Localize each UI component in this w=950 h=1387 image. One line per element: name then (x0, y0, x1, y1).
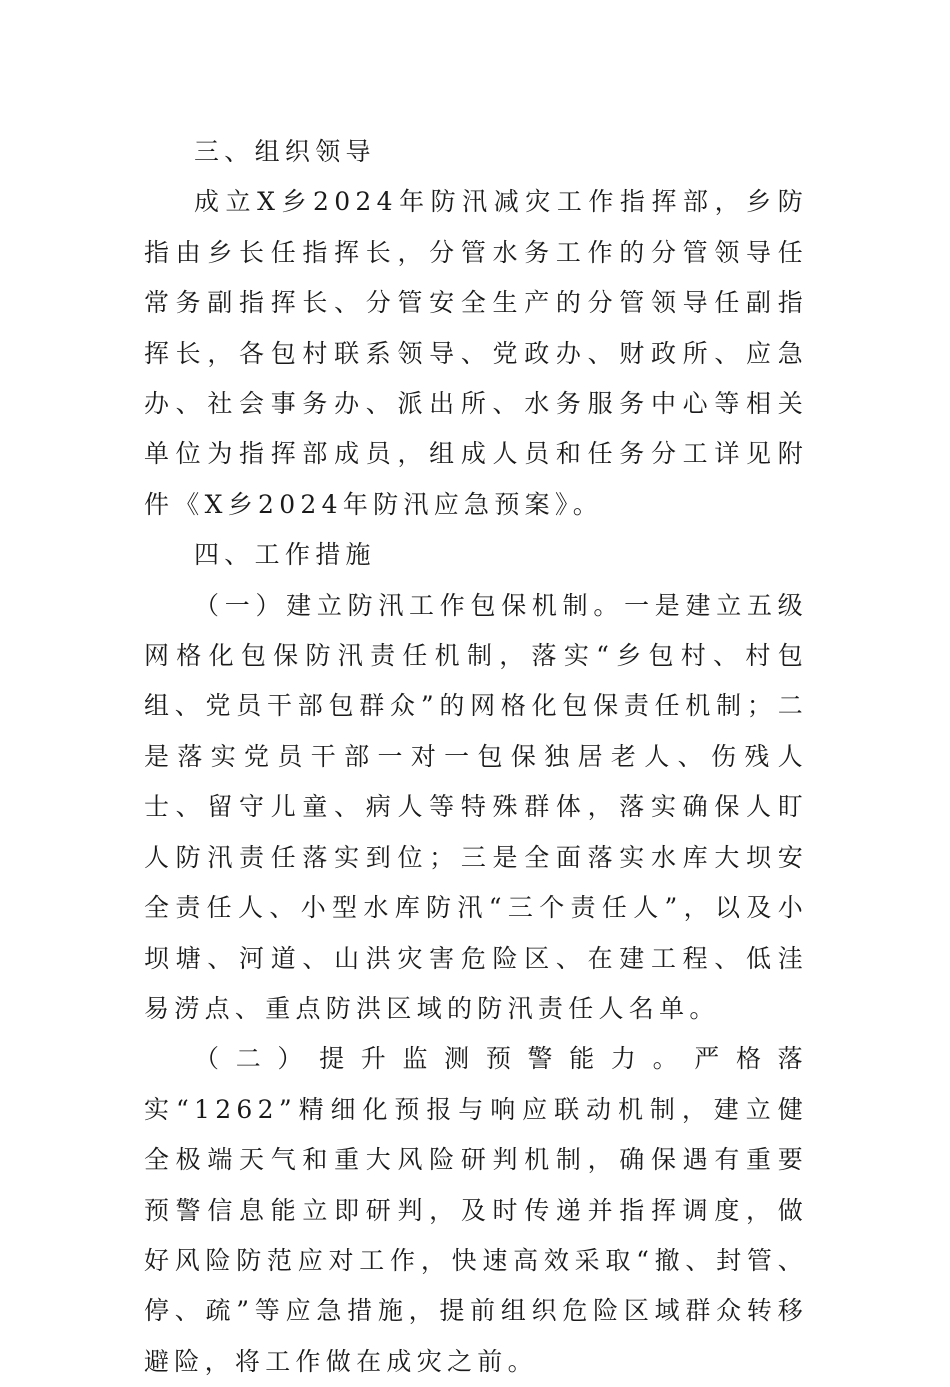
paragraph-measure-2: （二）提升监测预警能力。严格落实“1262”精细化预报与响应联动机制，建立健全极端天气和重大风险研判机制，确保遇有重要预警信息能立即研判，及时传递并指挥调度，做好风险防范应对工作，快速高效采取“撤、封管、停、疏”等应急措施，提前组织危险区域群众转移避险，将工作做在成灾之前。 (144, 1044, 808, 1376)
document-body (144, 127, 808, 1387)
paragraph-measure-1: （一）建立防汛工作包保机制。一是建立五级网格化包保防汛责任机制，落实“乡包村、村包组、党员干部包群众”的网格化包保责任机制；二是落实党员干部一对一包保独居老人、伤残人士、留守儿童、病人等特殊群体，落实确保人盯人防汛责任落实到位；三是全面落实水库大坝安全责任人、小型水库防汛“三个责任人”，以及小坝塘、河道、山洪灾害危险区、在建工程、低洼易涝点、重点防洪区域的防汛责任人名单。 (144, 590, 808, 1023)
paragraph-organization: 成立X乡2024年防汛减灾工作指挥部，乡防指由乡长任指挥长，分管水务工作的分管领导任常务副指挥长、分管安全生产的分管领导任副指挥长，各包村联系领导、党政办、财政所、应急办、社会事务办、派出所、水务服务中心等相关单位为指挥部成员，组成人员和任务分工详见附件《X乡2024年防汛应急预案》。 (144, 187, 808, 519)
section-heading-measures: 四、工作措施 (194, 540, 376, 570)
section-heading-organization: 三、组织领导 (194, 137, 376, 166)
